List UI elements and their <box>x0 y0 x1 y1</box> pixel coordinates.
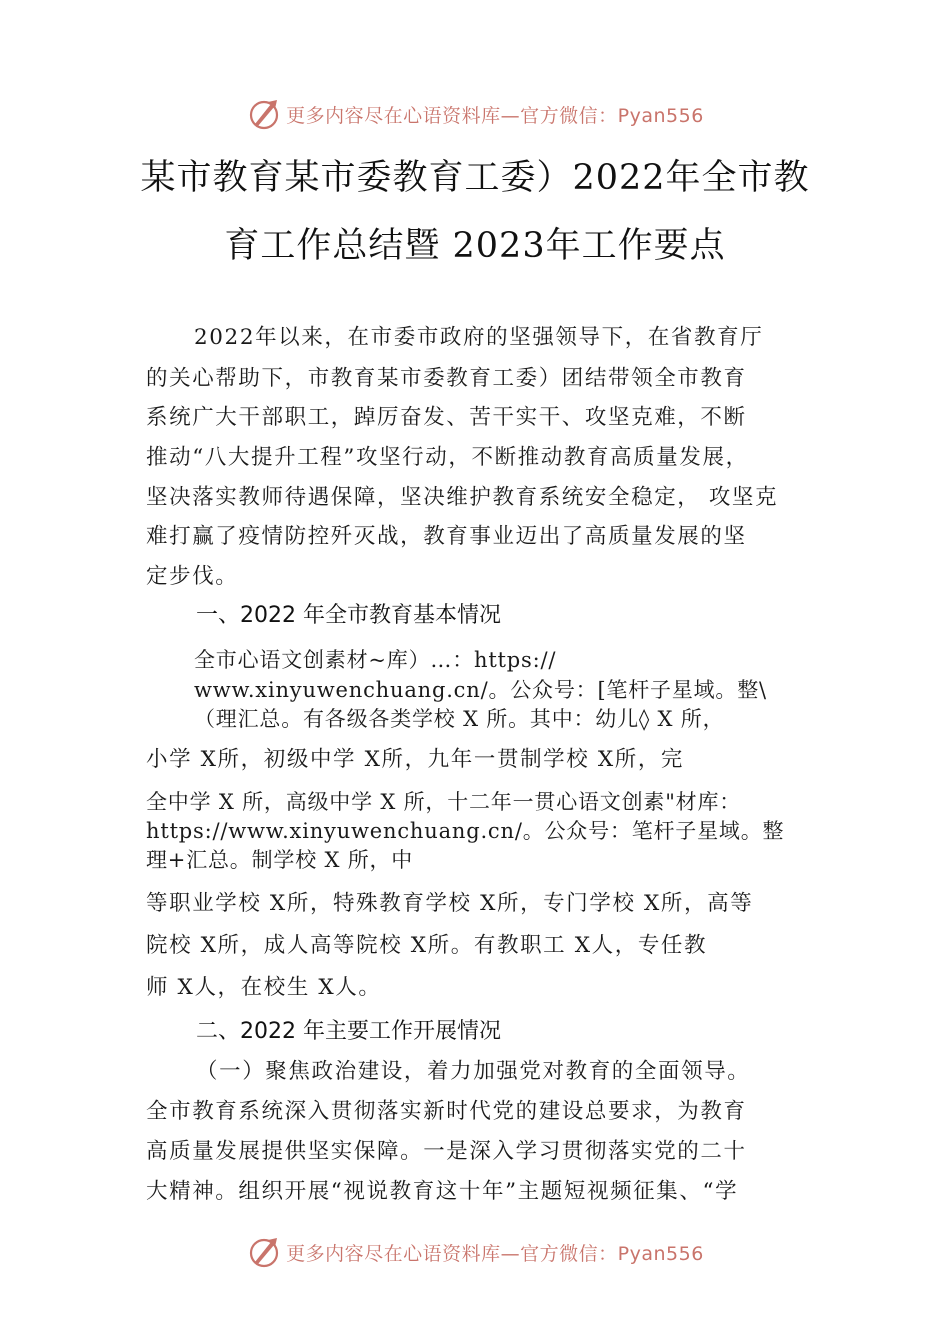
paragraph-line: 推动“八大提升工程”攻坚行动，不断推动教育高质量发展， <box>146 445 749 470</box>
paragraph-line: 理+汇总。制学校 X 所，中 <box>146 848 414 872</box>
paragraph-line: 师 X人，在校生 X人。 <box>146 975 382 1000</box>
header-banner <box>0 94 950 134</box>
paragraph-line: 坚决落实教师待遇保障，坚决维护教育系统安全稳定， 攻坚克 <box>146 485 779 510</box>
paragraph-line: 院校 X所，成人高等院校 X所。有教职工 X人，专任教 <box>146 933 708 958</box>
paragraph-line: www.xinyuwenchuang.cn/。公众号：[笔杆子星域。整\ <box>194 678 767 702</box>
paragraph-line: 等职业学校 X所，特殊教育学校 X所，专门学校 X所，高等 <box>146 891 754 916</box>
quill-logo-icon <box>246 1234 282 1270</box>
subsection-heading: （一）聚焦政治建设，着力加强党对教育的全面领导。 <box>196 1059 751 1084</box>
paragraph-line: 高质量发展提供坚实保障。一是深入学习贯彻落实党的二十 <box>146 1139 747 1164</box>
document-title-line-2: 育工作总结暨 2023年工作要点 <box>224 226 726 266</box>
banner-text: 更多内容尽在心语资料库—官方微信：Pyan556 <box>286 1242 704 1265</box>
section-heading: 二、2022 年主要工作开展情况 <box>196 1019 501 1044</box>
banner-text: 更多内容尽在心语资料库—官方微信：Pyan556 <box>286 104 704 127</box>
paragraph-line: https://www.xinyuwenchuang.cn/。公众号：笔杆子星域。整 <box>146 819 785 843</box>
paragraph-line: 全市心语文创素材~库）…：https:// <box>194 648 557 672</box>
section-heading: 一、2022 年全市教育基本情况 <box>196 603 501 628</box>
paragraph-line: 2022年以来，在市委市政府的坚强领导下，在省教育厅 <box>194 325 764 350</box>
paragraph-line: （理汇总。有各级各类学校 X 所。其中：幼儿◊ X 所， <box>194 707 725 731</box>
paragraph-line: 全中学 X 所，高级中学 X 所，十二年一贯心语文创素"材库： <box>146 790 742 814</box>
paragraph-line: 小学 X所，初级中学 X所，九年一贯制学校 X所，完 <box>146 747 685 772</box>
paragraph-line: 系统广大干部职工，踔厉奋发、苦干实干、攻坚克难，不断 <box>146 405 747 430</box>
paragraph-line: 全市教育系统深入贯彻落实新时代党的建设总要求，为教育 <box>146 1099 747 1124</box>
paragraph-line: 的关心帮助下，市教育某市委教育工委）团结带领全市教育 <box>146 366 747 391</box>
paragraph-line: 大精神。组织开展“视说教育这十年”主题短视频征集、“学 <box>146 1179 739 1204</box>
paragraph-line: 难打赢了疫情防控歼灭战，教育事业迈出了高质量发展的坚 <box>146 524 747 549</box>
footer-banner <box>0 1232 950 1272</box>
paragraph-line: 定步伐。 <box>146 564 239 589</box>
quill-logo-icon <box>246 96 282 132</box>
document-title-line-1: 某市教育某市委教育工委）2022年全市教 <box>140 158 810 198</box>
